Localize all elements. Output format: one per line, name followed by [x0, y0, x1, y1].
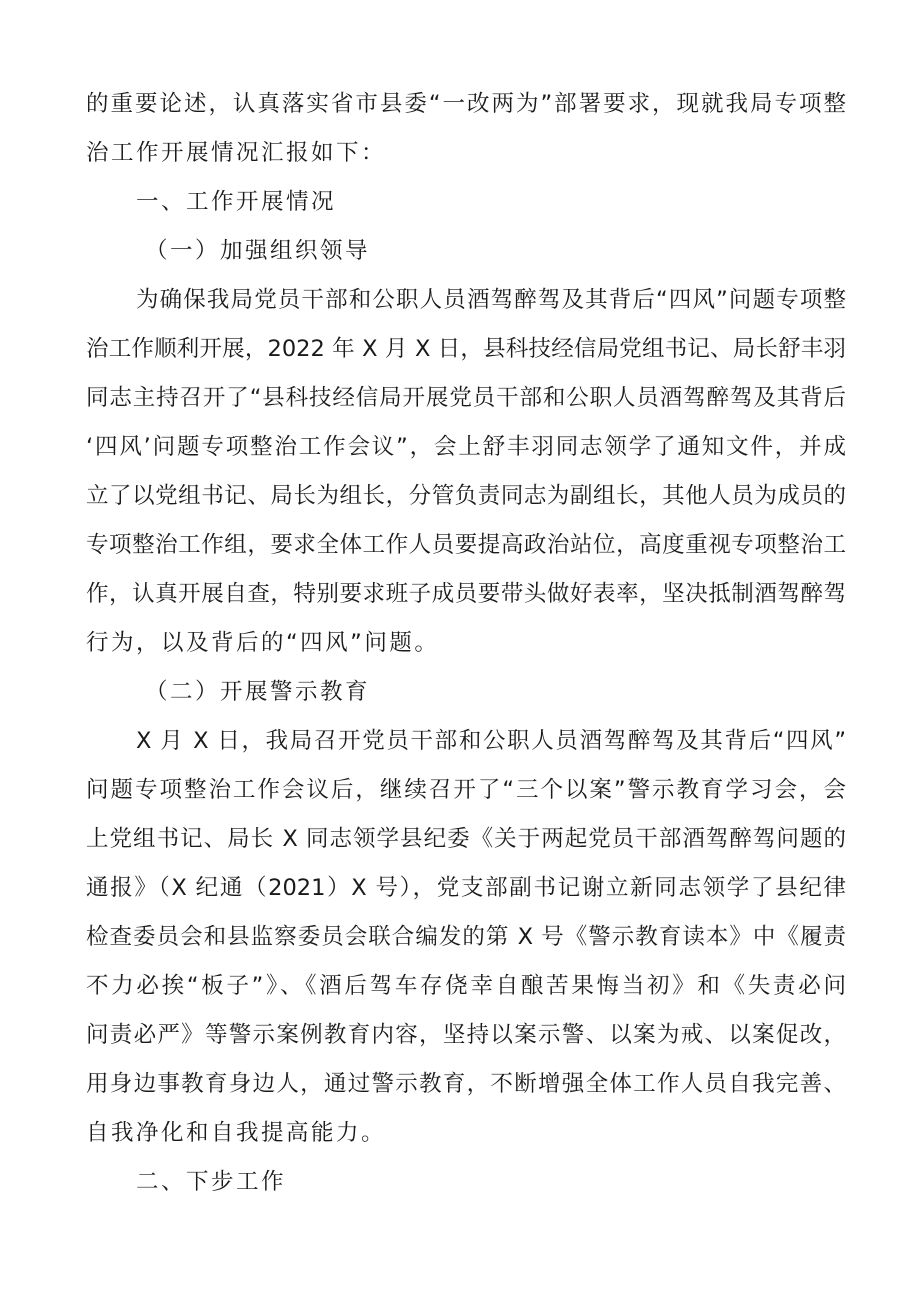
- body-line: 治工作顺利开展，2022 年 X 月 X 日，县科技经信局党组书记、局长舒丰羽: [86, 336, 846, 362]
- body-line: X 月 X 日，我局召开党员干部和公职人员酒驾醉驾及其背后“四风”: [136, 728, 846, 754]
- body-line: 不力必挨“板子”》、《酒后驾车存侥幸自酿苦果悔当初》和《失责必问: [86, 973, 846, 999]
- subsection-heading: （二）开展警示教育: [145, 679, 371, 705]
- body-line: 用身边事教育身边人，通过警示教育，不断增强全体工作人员自我完善、: [86, 1071, 846, 1097]
- body-line: 问题专项整治工作会议后，继续召开了“三个以案”警示教育学习会，会: [86, 777, 846, 803]
- body-line: 检查委员会和县监察委员会联合编发的第 X 号《警示教育读本》中《履责: [86, 924, 846, 950]
- body-line: 自我净化和自我提高能力。: [86, 1120, 387, 1146]
- body-line: 立了以党组书记、局长为组长，分管负责同志为副组长，其他人员为成员的: [86, 483, 846, 509]
- body-line: 专项整治工作组，要求全体工作人员要提高政治站位，高度重视专项整治工: [86, 532, 846, 558]
- body-line: 的重要论述，认真落实省市县委“一改两为”部署要求，现就我局专项整: [86, 91, 846, 117]
- body-line: 同志主持召开了“县科技经信局开展党员干部和公职人员酒驾醉驾及其背后: [86, 385, 846, 411]
- subsection-heading: （一）加强组织领导: [145, 238, 371, 264]
- section-heading: 二、下步工作: [136, 1169, 287, 1195]
- body-line: 通报》（X 纪通（2021）X 号），党支部副书记谢立新同志领学了县纪律: [86, 875, 846, 901]
- body-line: 作，认真开展自查，特别要求班子成员要带头做好表率，坚决抵制酒驾醉驾: [86, 581, 846, 607]
- body-line: 治工作开展情况汇报如下：: [86, 140, 387, 166]
- body-line: ‘四风’问题专项整治工作会议”，会上舒丰羽同志领学了通知文件，并成: [86, 434, 846, 460]
- body-line: 上党组书记、局长 X 同志领学县纪委《关于两起党员干部酒驾醉驾问题的: [86, 826, 846, 852]
- body-line: 问责必严》等警示案例教育内容，坚持以案示警、以案为戒、以案促改，: [86, 1022, 846, 1048]
- body-line: 行为，以及背后的“四风”问题。: [86, 630, 440, 656]
- body-line: 为确保我局党员干部和公职人员酒驾醉驾及其背后“四风”问题专项整: [136, 287, 846, 313]
- section-heading: 一、工作开展情况: [136, 189, 337, 215]
